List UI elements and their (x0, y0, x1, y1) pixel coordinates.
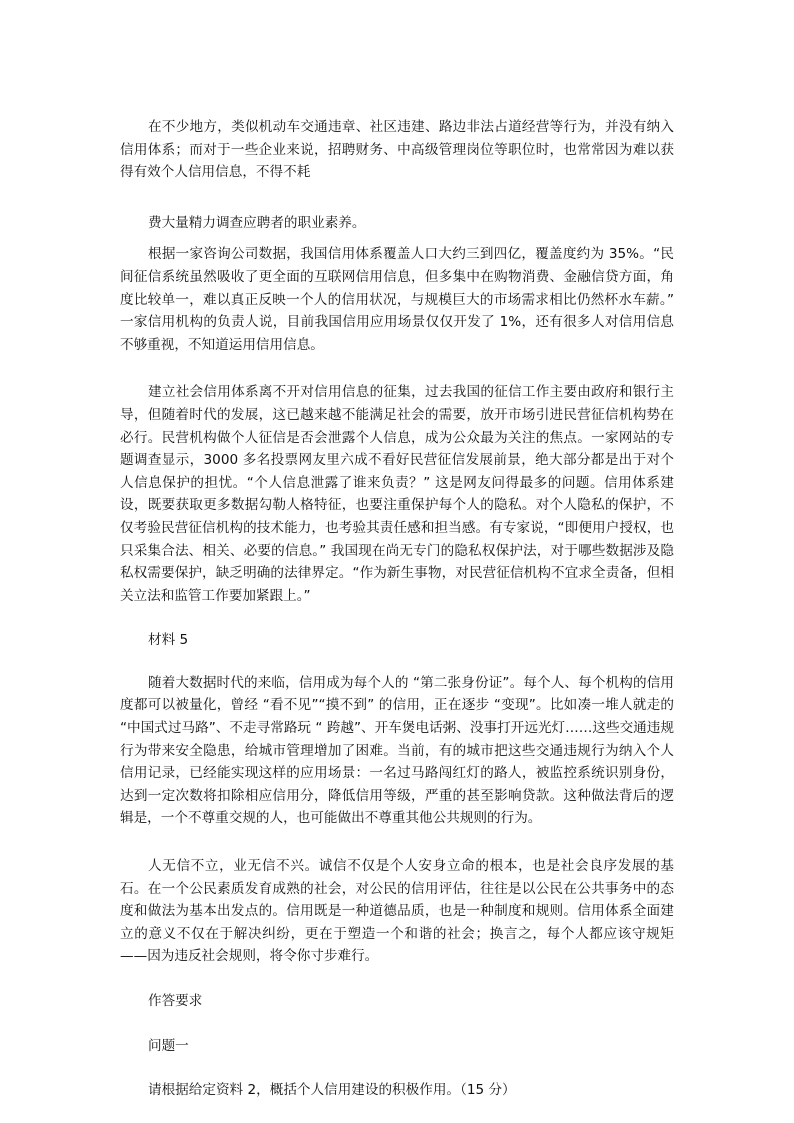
paragraph-6: 人无信不立，业无信不兴。诚信不仅是个人安身立命的根本，也是社会良序发展的基石。在一个公民素质发育成熟的社会，对公民的信用评估，往往是以公民在公共事务中的态度和做法为基本出发点的。信用既是一种道德品质，也是一种制度和规则。信用体系全面建立的意义不仅在于解决纠纷，更在于塑造一个和谐的社会；换言之，每个人都应该守规矩——因为违反社会规则，将令你寸步难行。 (120, 858, 674, 965)
paragraph-2: 费大量精力调查应聘者的职业素养。 (148, 214, 366, 231)
section-heading-material-5: 材料 5 (148, 632, 189, 649)
question-heading: 问题一 (148, 1037, 189, 1054)
question-prompt: 请根据给定资料 2，概括个人信用建设的积极作用。（15 分） (148, 1082, 516, 1099)
section-heading-requirements: 作答要求 (148, 993, 203, 1009)
paragraph-1: 在不少地方，类似机动车交通违章、社区违建、路边非法占道经营等行为，并没有纳入信用体系；而对于一些企业来说，招聘财务、中高级管理岗位等职位时，也常常因为难以获得有效个人信用信息，不得不耗 (120, 119, 674, 181)
paragraph-3: 根据一家咨询公司数据，我国信用体系覆盖人口大约三到四亿，覆盖度约为 35%。“民间征信系统虽然吸收了更全面的互联网信用信息，但多集中在购物消费、金融信贷方面，角度比较单一，难以真正反映一个人的信用状况，与规模巨大的市场需求相比仍然杯水车薪。” 一家信用机构的负责人说，目前我国信用应用场景仅仅开发了 1%，还有很多人对信用信息不够重视，不知道运用信用信息。 (120, 246, 674, 353)
document-body (120, 116, 674, 1102)
paragraph-4: 建立社会信用体系离不开对信用信息的征集，过去我国的征信工作主要由政府和银行主导，但随着时代的发展，这已越来越不能满足社会的需要，放开市场引进民营征信机构势在必行。民营机构做个人征信是否会泄露个人信息，成为公众最为关注的焦点。一家网站的专题调查显示，3000 多名投票网友里六成不看好民营征信发展前景，绝大部分都是出于对个人信息保护的担忧。“个人信息泄露了谁来负责？” 这是网友问得最多的问题。信用体系建设，既要获取更多数据勾勒人格特征，也要注重保护每个人的隐私。对个人隐私的保护，不仅考验民营征信机构的技术能力，也考验其责任感和担当感。有专家说，“即便用户授权，也只采集合法、相关、必要的信息。” 我国现在尚无专门的隐私权保护法，对于哪些数据涉及隐私权需要保护，缺乏明确的法律界定。“作为新生事物，对民营征信机构不宜求全责备，但相关立法和监管工作要加紧跟上。” (120, 384, 674, 604)
paragraph-5: 随着大数据时代的来临，信用成为每个人的 “第二张身份证”。每个人、每个机构的信用度都可以被量化，曾经 “看不见”“摸不到” 的信用，正在逐步 “变现”。比如凑一堆人就走的 “中国式过马路”、不走寻常路玩 “ 跨越”、开车煲电话粥、没事打开远光灯……这些交通违规行为带来安全隐患，给城市管理增加了困难。当前，有的城市把这些交通违规行为纳入个人信用记录，已经能实现这样的应用场景：一名过马路闯红灯的路人，被监控系统识别身份，达到一定次数将扣除相应信用分，降低信用等级，严重的甚至影响贷款。这种做法背后的逻辑是，一个不尊重交规的人，也可能做出不尊重其他公共规则的行为。 (120, 674, 674, 827)
